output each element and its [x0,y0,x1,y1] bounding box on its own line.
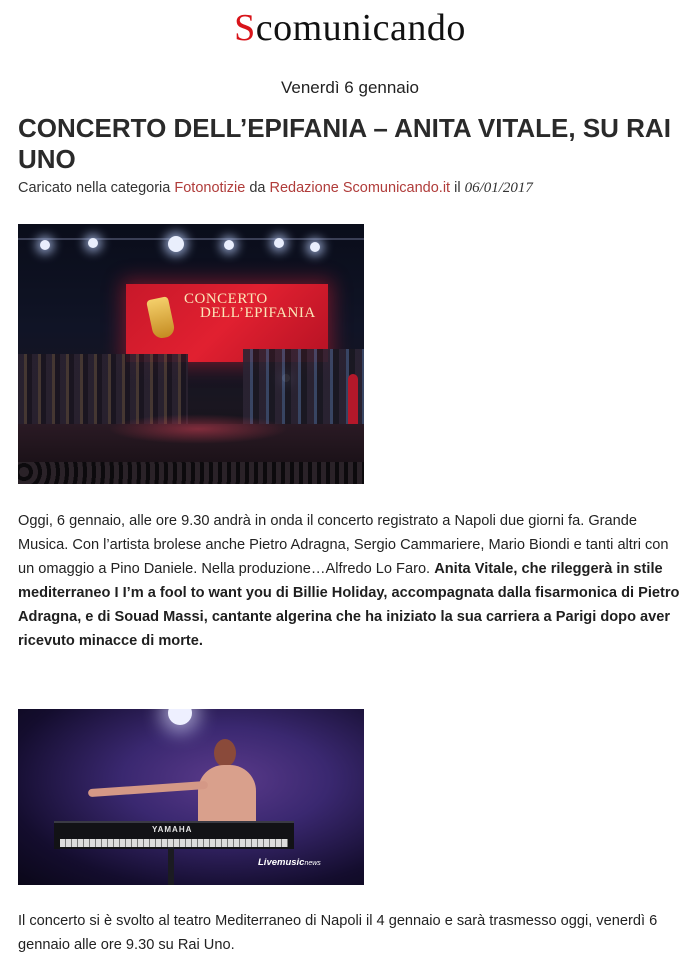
article-paragraph-1 [18,509,686,653]
paragraph-1-text: Oggi, 6 gennaio, alle ore 9.30 andrà in onda il concerto registrato a Napoli due giorni fa. Grande Musica. Con l’artista brolese anche Pietro Adragna, Sergio Cammariere, Mario Biondi e tanti altri con un omaggio a Pino Daniele. Nella produzione…Alfredo Lo Faro. [18,513,669,577]
watermark-small: news [304,860,321,867]
meta-prefix: Caricato nella categoria [18,180,171,196]
article-meta [18,180,688,197]
screen-text-line1: CONCERTO [184,291,268,307]
date-header: Venerdì 6 gennaio [280,78,419,97]
singer-arm [88,781,208,797]
publish-date: 06/01/2017 [464,180,533,196]
stage-light [274,238,284,248]
keyboard-brand: YAMAHA [152,825,193,834]
concert-stage-photo [18,224,364,484]
stage-light [88,238,98,248]
stage-light [310,242,320,252]
screen-text-line2: DELL’EPIFANIA [200,305,316,321]
site-logo[interactable] [0,6,700,50]
keyboard-keys [60,839,288,847]
screen-emblem [146,296,176,340]
stage-light [40,240,50,250]
keyboard-stand [168,847,174,885]
article-title: CONCERTO DELL’EPIFANIA – ANITA VITALE, SU RAI UNO [18,113,671,174]
stage-truss [18,238,364,240]
meta-date-prefix: il [454,180,461,196]
performer-red-dress [348,374,358,424]
logo-text: comunicando [255,7,466,49]
watermark-main: Livemusic [258,857,305,868]
singer-head [214,739,236,767]
logo-initial: S [234,7,256,49]
stage-light [224,240,234,250]
paragraph-1-bold: Anita Vitale, che rileggerà in stile mediterraneo I I’m a fool to want you di Billie Holiday, accompagnata dalla fisarmonica di Pietro Adragna, e di Souad Massi, cantante algerina che ha iniziato la sua carriera a Parigi dopo aver ricevuto minacce di morte. [18,561,680,649]
floor-glow [108,414,288,444]
article-paragraph-2: Il concerto si è svolto al teatro Mediterraneo di Napoli il 4 gennaio e sarà trasmesso oggi, venerdì 6 gennaio alle ore 9.30 su Rai Uno. [18,913,658,953]
spotlight [168,709,192,725]
category-link[interactable]: Fotonotizie [174,180,246,196]
photo-watermark [258,857,321,868]
audience [18,462,364,484]
author-link[interactable]: Redazione Scomunicando.it [269,180,451,196]
stage-light [168,236,184,252]
meta-author-prefix: da [249,180,266,196]
performer-photo [18,709,364,885]
